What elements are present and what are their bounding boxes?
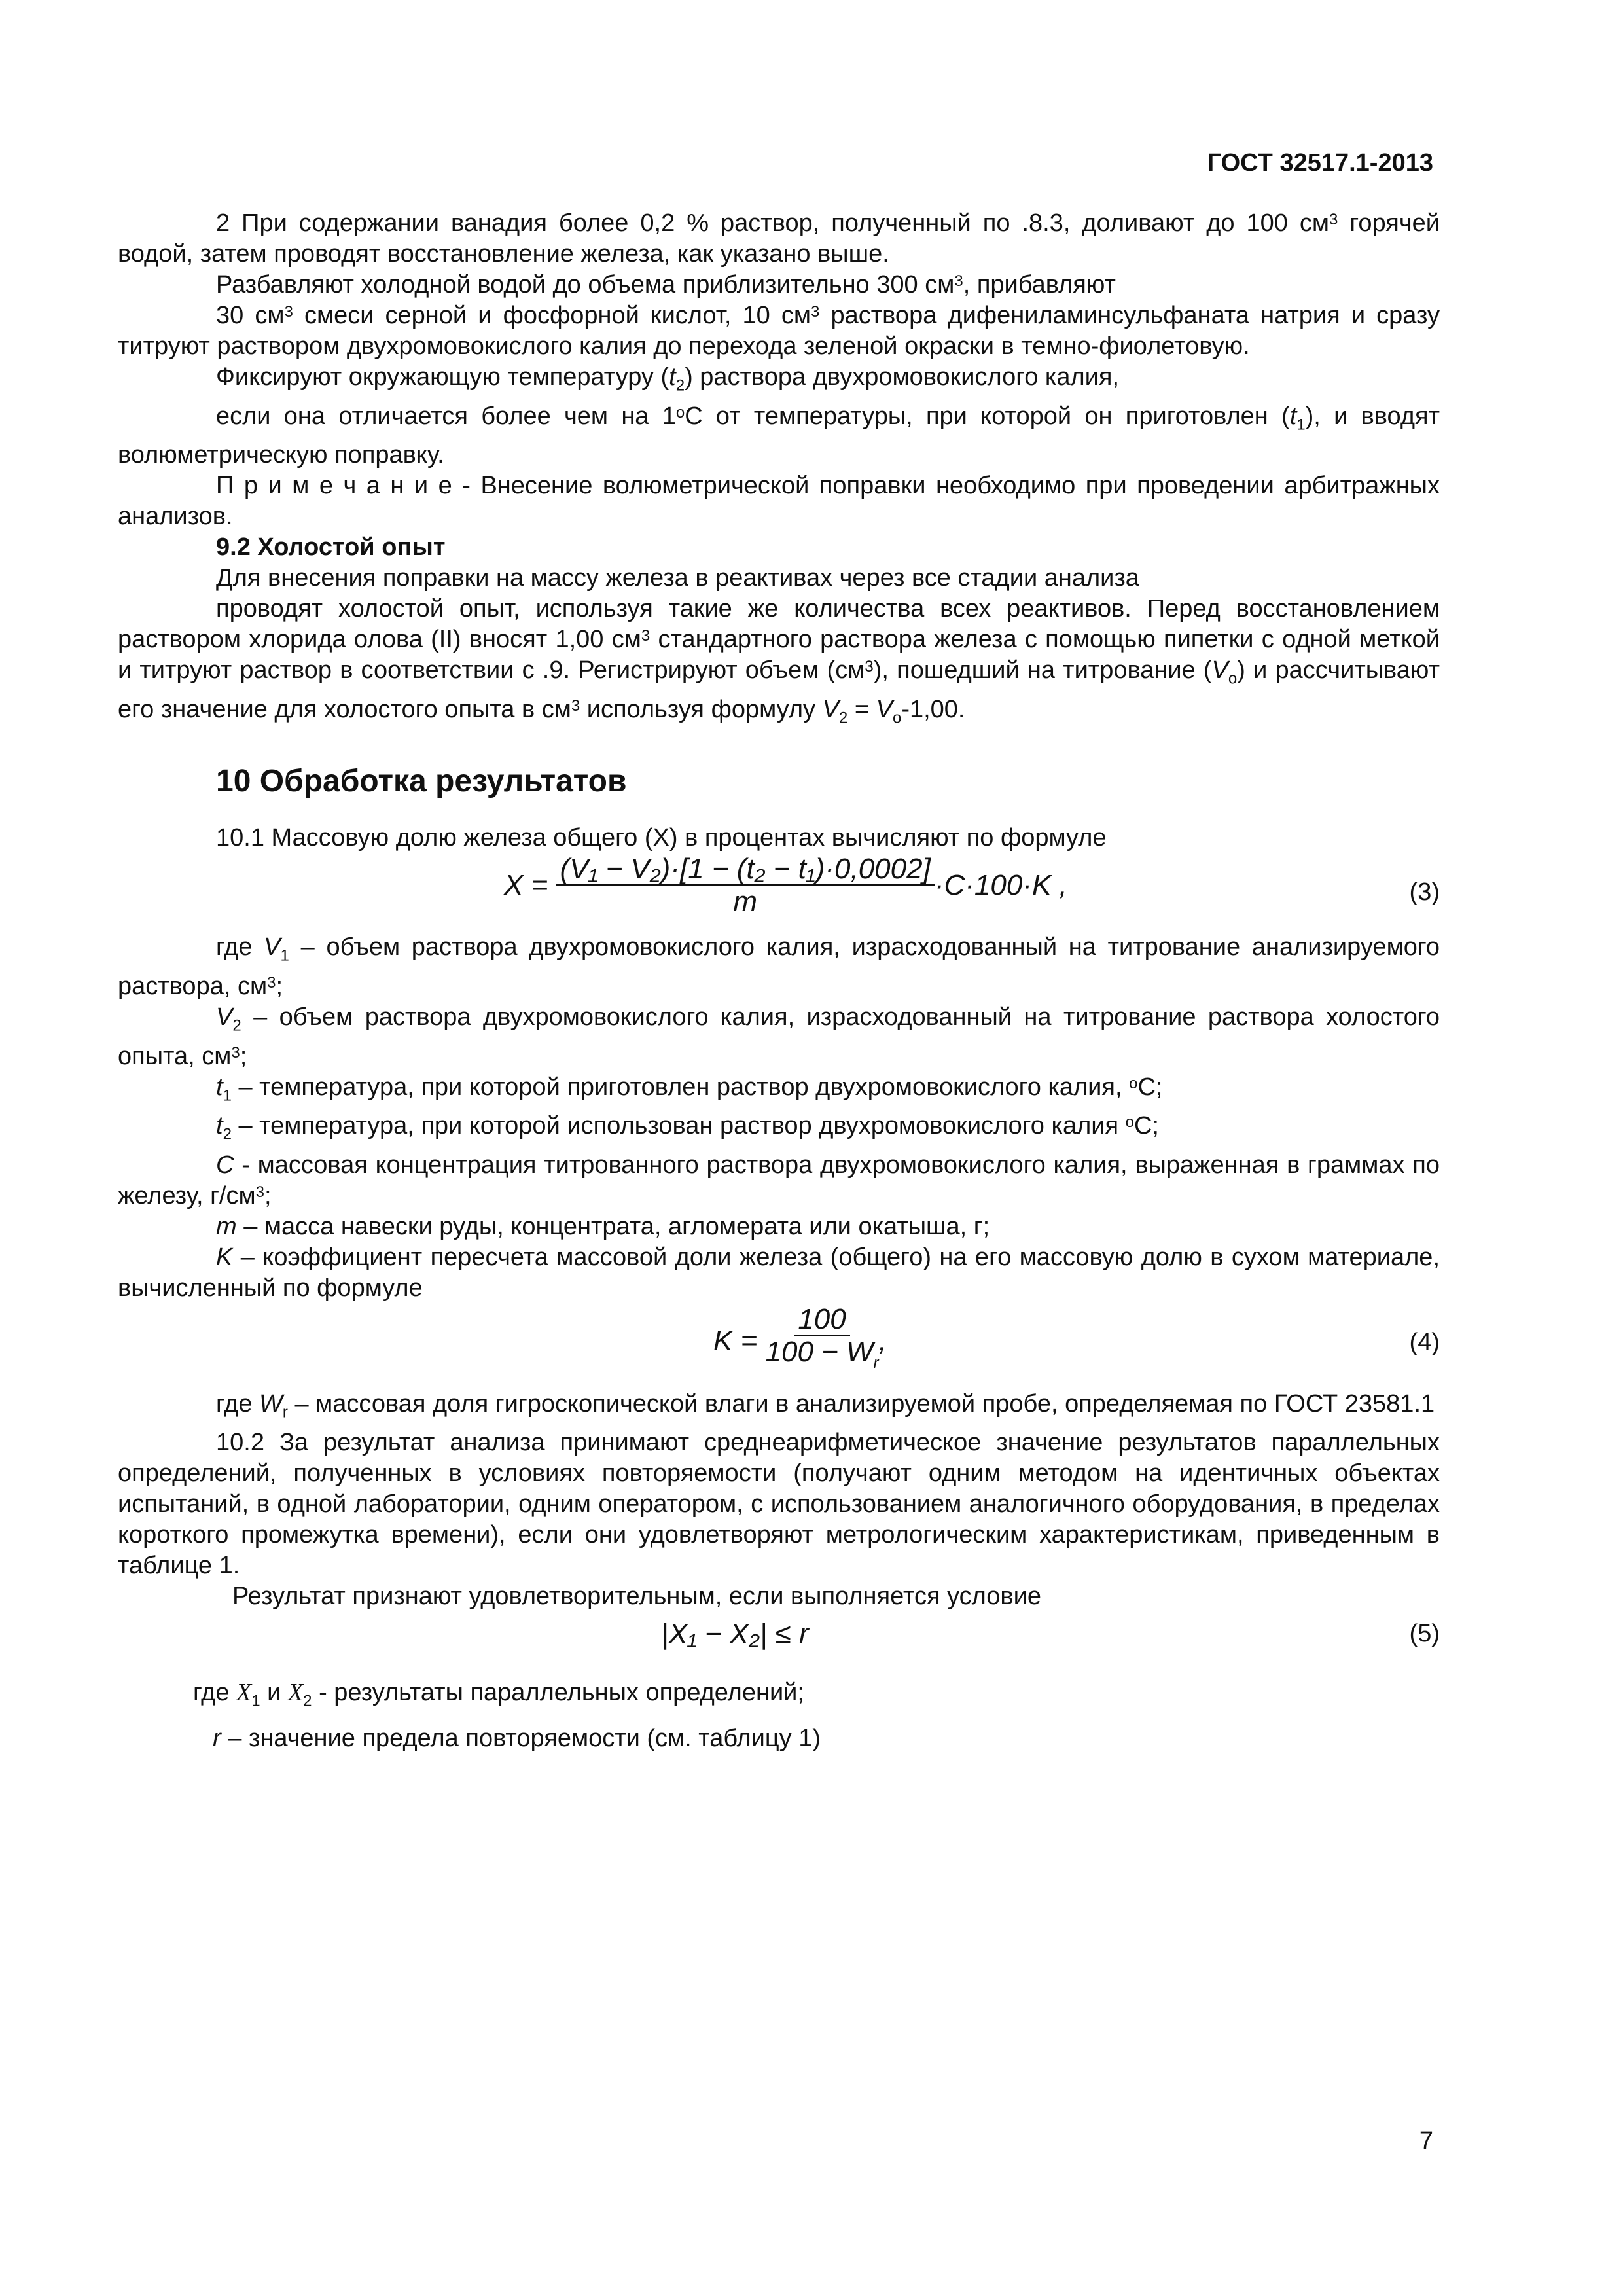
section-title: 10 Обработка результатов bbox=[216, 764, 627, 799]
document-header: ГОСТ 32517.1-2013 bbox=[1207, 149, 1433, 177]
paragraph: если она отличается более чем на 1$^o$С от температуры, при которой он приготовлен $(t_1)$, и вводят волюметрическую поправку. bbox=[118, 402, 1440, 469]
definition: C - массовая концентрация титрованного раствора двухромовокислого калия, выраженная в граммах по железу, $г/см^3$; bbox=[118, 1151, 1440, 1210]
definition: $V_2$ – объем раствора двухромовокислого калия, израсходованный на титрование раствора холостого опыта, $см^3$; bbox=[118, 1003, 1440, 1070]
definition: $t_2$ – температура, при которой использован раствор двухромовокислого калия $^o$C; bbox=[216, 1112, 1159, 1143]
definition: где $W_r$ – массовая доля гигроскопической влаги в анализируемой пробе, определяемая по ГОСТ 23581.1 bbox=[216, 1390, 1435, 1422]
definition: где $V_1$ – объем раствора двухромовокислого калия, израсходованный на титрование анализируемого раствора, $см^3$; bbox=[118, 933, 1440, 1000]
formula-3: X = $\frac{\text{(V₁ − V₂)·[1 − (t₂ − t₁)·0,0002]}}{m}$ ·C·100·K , (3) bbox=[504, 853, 1440, 918]
note: П р и м е ч а н и е - Внесение волюметрической поправки необходимо при проведении арбитражных анализов. bbox=[118, 472, 1440, 531]
formula-number: (5) bbox=[1409, 1620, 1440, 1648]
paragraph: Разбавляют холодной водой до объема приблизительно 300 $см^3$, прибавляют bbox=[216, 271, 1116, 298]
paragraph: Для внесения поправки на массу железа в реактивах через все стадии анализа bbox=[216, 564, 1139, 592]
paragraph: 2 При содержании ванадия более 0,2 % раствор, полученный по .8.3, доливают до 100 $см^3$ горячей водой, затем проводят восстановление железа, как указано выше. bbox=[118, 209, 1440, 268]
formula-number: (4) bbox=[1409, 1328, 1440, 1356]
paragraph: Фиксируют окружающую температуру $(t_2)$ раствора двухромовокислого калия, bbox=[216, 363, 1120, 395]
page-body bbox=[118, 208, 1440, 1754]
paragraph: проводят холостой опыт, используя такие же количества всех реактивов. Перед восстановлением раствором хлорида олова (II) вносят 1,00 $см^3$ стандартного раствора железа с помощью пипетки с одной меткой и титруют раствор в соответствии с .9. Регистрируют объем $(см^3)$, пошедший на титрование $(V_o)$ и рассчитывают его значение для холостого опыта в $см^3$ используя формулу $V_2 = V_o-1,00$. bbox=[118, 595, 1440, 727]
definition: $t_1$ – температура, при которой приготовлен раствор двухромовокислого калия, $^o$C; bbox=[216, 1073, 1163, 1105]
definition: K – коэффициент пересчета массовой доли железа (общего) на его массовую долю в сухом материале, вычисленный по формуле bbox=[118, 1243, 1440, 1302]
paragraph: 10.1 Массовую долю железа общего (X) в процентах вычисляют по формуле bbox=[216, 824, 1107, 852]
paragraph: 30 $см^3$ смеси серной и фосфорной кислот, 10 $см^3$ раствора дифениламинсульфаната натрия и сразу титруют раствором двухромовокислого калия до перехода зеленой окраски в темно-фиолетовую. bbox=[118, 302, 1440, 360]
formula-number: (3) bbox=[1409, 878, 1440, 906]
definition: m – масса навески руды, концентрата, агломерата или окатыша, г; bbox=[216, 1212, 990, 1240]
definition: r – значение предела повторяемости (см. таблицу 1) bbox=[213, 1724, 821, 1752]
paragraph: Результат признают удовлетворительным, если выполняется условие bbox=[232, 1583, 1041, 1611]
definition: где $X_1$ и $X_2$ - результаты параллельных определений; bbox=[193, 1679, 804, 1710]
paragraph: 10.2 За результат анализа принимают среднеарифметическое значение результатов параллельных определений, полученных в условиях повторяемости (получают одним методом на идентичных объектах испытаний, в одной лаборатории, одним оператором, с использованием аналогичного оборудования, в пределах короткого промежутка времени), если они удовлетворяют метрологическим характеристикам, приведенным в таблице 1. bbox=[118, 1429, 1440, 1580]
formula-5: |X₁ − X₂| ≤ r (5) bbox=[661, 1618, 1440, 1651]
formula-4: K = $\frac{100}{100 - W_r}$ , (4) bbox=[713, 1302, 1440, 1372]
subsection-title: 9.2 Холостой опыт bbox=[216, 533, 446, 562]
page-number: 7 bbox=[1419, 2127, 1433, 2155]
